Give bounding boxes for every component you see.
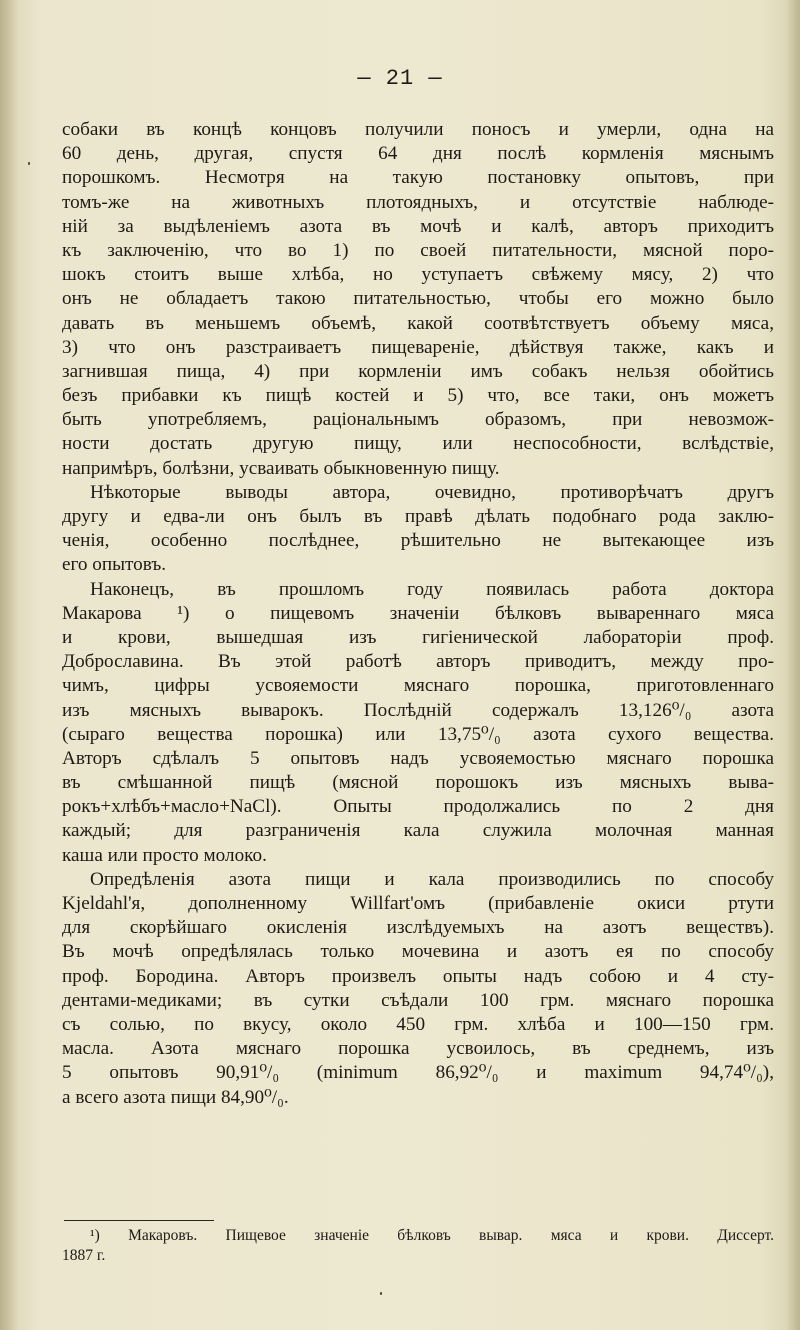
text-line: порошкомъ. Несмотря на такую постановку опытовъ, при — [62, 167, 774, 189]
page-number: — 21 — — [357, 66, 443, 91]
text-line: его опытовъ. — [62, 554, 167, 576]
text-line: ній за выдѣленіемъ азота въ мочѣ и калѣ, авторъ приходитъ — [62, 215, 774, 237]
footnote-line: ¹) Макаровъ. Пищевое значеніе бѣлковъ вывар. мяса и крови. Диссерт. — [90, 1227, 774, 1244]
text-line: загнившая пища, 4) при кормленіи имъ собакъ нельзя обойтись — [62, 360, 774, 382]
text-line: шокъ стоитъ выше хлѣба, но уступаетъ свѣжему мясу, 2) что — [62, 264, 774, 286]
text-line: (сыраго вещества порошка) или 13,75⁰/₀ азота сухого вещества. — [62, 723, 774, 745]
text-line: онъ не обладаетъ такою питательностью, чтобы его можно было — [62, 288, 774, 310]
paper-speck — [380, 1292, 382, 1295]
text-line: 60 день, другая, спустя 64 дня послѣ кормленія мяснымъ — [62, 143, 774, 165]
text-line: дентами-медиками; въ сутки съѣдали 100 грм. мяснаго порошка — [62, 989, 774, 1011]
text-line: безъ прибавки къ пищѣ костей и 5) что, все таки, онъ можетъ — [62, 385, 774, 407]
text-line: томъ-же на животныхъ плотоядныхъ, и отсутствіе наблюде- — [62, 191, 774, 213]
text-line: Въ мочѣ опредѣлялась только мочевина и азотъ ея по способу — [62, 941, 774, 963]
text-line: Макарова ¹) о пищевомъ значеніи бѣлковъ вывареннаго мяса — [62, 602, 774, 624]
text-line: быть употребляемъ, раціональнымъ образомъ, при невозмож- — [62, 409, 774, 431]
text-line: а всего азота пищи 84,90⁰/₀. — [62, 1086, 289, 1108]
text-line: Kjeldahl'я, дополненному Willfart'омъ (прибавленіе окиси ртути — [62, 893, 774, 914]
paragraph-start-line: Нѣкоторые выводы автора, очевидно, противорѣчатъ другъ — [90, 481, 774, 503]
text-line: въ смѣшанной пищѣ (мясной порошокъ изъ мясныхъ выва- — [62, 772, 774, 794]
text-line: для скорѣйшаго окисленія изслѣдуемыхъ на азотъ веществъ). — [62, 917, 774, 939]
footnote-line: 1887 г. — [62, 1247, 106, 1264]
text-line: давать въ меньшемъ объемѣ, какой соотвѣтствуетъ объему мяса, — [62, 312, 774, 334]
text-line: Доброславина. Въ этой работѣ авторъ приводитъ, между про- — [62, 651, 774, 673]
text-line: Авторъ сдѣлалъ 5 опытовъ надъ усвояемостью мяснаго порошка — [62, 747, 774, 769]
text-line: съ солью, по вкусу, около 450 грм. хлѣба и 100—150 грм. — [62, 1013, 774, 1035]
text-line: 5 опытовъ 90,91⁰/₀ (minimum 86,92⁰/₀ и maximum 94,74⁰/₀), — [62, 1062, 774, 1084]
text-line: проф. Бородина. Авторъ произвелъ опыты надъ собою и 4 сту- — [62, 965, 774, 987]
page-edge-shadow — [786, 0, 800, 1330]
footnote-divider — [64, 1220, 214, 1221]
paragraph-start-line: Опредѣленія азота пищи и кала производились по способу — [90, 868, 774, 890]
text-line: изъ мясныхъ выварокъ. Послѣдній содержалъ 13,126⁰/₀ азота — [62, 699, 774, 721]
text-line: ности достать другую пищу, или неспособности, вслѣдствіе, — [62, 433, 774, 455]
body-text — [62, 118, 774, 1110]
text-line: чимъ, цифры усвояемости мяснаго порошка, приготовленнаго — [62, 675, 774, 697]
text-line: собаки въ концѣ концовъ получили поносъ и умерли, одна на — [62, 119, 774, 140]
text-line: каждый; для разграниченія кала служила молочная манная — [62, 820, 774, 842]
text-line: напримѣръ, болѣзни, усваивать обыкновенную пищу. — [62, 457, 500, 479]
footnote — [62, 1226, 774, 1266]
paragraph-start-line: Наконецъ, въ прошломъ году появилась работа доктора — [90, 578, 774, 600]
text-line: ченія, особенно послѣднее, рѣшительно не вытекающее изъ — [62, 530, 774, 552]
page-binding-shadow — [0, 0, 18, 1330]
text-line: къ заключенію, что во 1) по своей питательности, мясной поро- — [62, 239, 774, 261]
text-line: 3) что онъ разстраиваетъ пищевареніе, дѣйствуя также, какъ и — [62, 336, 774, 358]
text-line: каша или просто молоко. — [62, 844, 267, 866]
text-line: масла. Азота мяснаго порошка усвоилось, въ среднемъ, изъ — [62, 1038, 774, 1060]
text-line: рокъ+хлѣбъ+масло+NaCl). Опыты продолжались по 2 дня — [62, 796, 774, 818]
text-line: и крови, вышедшая изъ гигіенической лабораторіи проф. — [62, 626, 774, 648]
paper-speck — [28, 162, 30, 165]
text-line: другу и едва-ли онъ былъ въ правѣ дѣлать подобнаго рода заклю- — [62, 506, 774, 527]
